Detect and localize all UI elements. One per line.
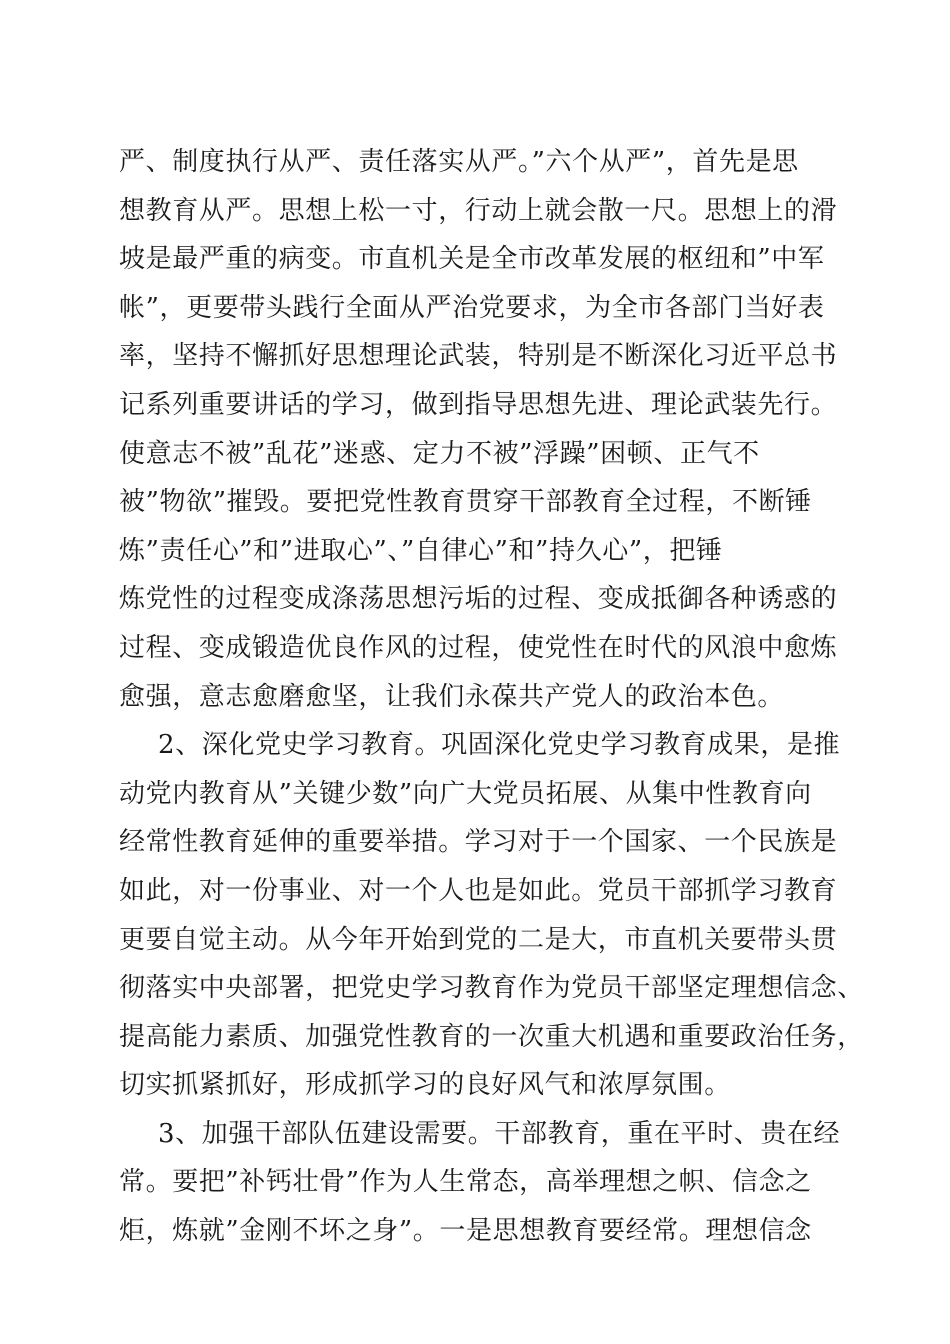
text-line: 帐”，更要带头践行全面从严治党要求，为全市各部门当好表 — [119, 292, 825, 323]
text-line: 经常性教育延伸的重要举措。学习对于一个国家、一个民族是 — [119, 827, 838, 858]
text-line: 使意志不被”乱花”迷惑、定力不被”浮躁”困顿、正气不 — [119, 438, 760, 469]
text-line: 切实抓紧抓好，形成抓学习的良好风气和浓厚氛围。 — [119, 1070, 731, 1101]
text-line: 提高能力素质、加强党性教育的一次重大机遇和重要政治任务， — [119, 1021, 864, 1052]
text-line: 率，坚持不懈抓好思想理论武装，特别是不断深化习近平总书 — [119, 341, 838, 372]
paragraph-2-heading-line: 2、深化党史学习教育。巩固深化党史学习教育成果，是推 — [158, 730, 841, 761]
text-line: 想教育从严。思想上松一寸，行动上就会散一尺。思想上的滑 — [119, 195, 838, 226]
text-line: 炼党性的过程变成涤荡思想污垢的过程、变成抵御各种诱惑的 — [119, 584, 838, 615]
text-line: 记系列重要讲话的学习，做到指导思想先进、理论武装先行。 — [119, 389, 838, 420]
text-line: 严、制度执行从严、责任落实从严。”六个从严”，首先是思 — [119, 147, 799, 177]
text-line: 愈强，意志愈磨愈坚，让我们永葆共产党人的政治本色。 — [119, 681, 785, 712]
text-line: 被”物欲”摧毁。要把党性教育贯穿干部教育全过程，不断锤 — [119, 487, 812, 518]
text-line: 彻落实中央部署，把党史学习教育作为党员干部坚定理想信念、 — [119, 973, 864, 1004]
text-line: 炬，炼就”金刚不坏之身”。一是思想教育要经常。理想信念 — [119, 1216, 812, 1247]
text-line: 过程、变成锻造优良作风的过程，使党性在时代的风浪中愈炼 — [119, 632, 838, 663]
text-line: 炼”责任心”和”进取心”、”自律心”和”持久心”，把锤 — [119, 535, 723, 566]
text-line: 动党内教育从”关键少数”向广大党员拓展、从集中性教育向 — [119, 778, 812, 809]
paragraph-3-heading-line: 3、加强干部队伍建设需要。干部教育，重在平时、贵在经 — [158, 1118, 841, 1149]
document-body — [119, 138, 864, 1256]
text-line: 坡是最严重的病变。市直机关是全市改革发展的枢纽和”中军 — [119, 244, 825, 275]
text-line: 常。要把”补钙壮骨”作为人生常态，高举理想之帜、信念之 — [119, 1167, 812, 1198]
text-line: 如此，对一份事业、对一个人也是如此。党员干部抓学习教育 — [119, 875, 838, 906]
text-line: 更要自觉主动。从今年开始到党的二是大，市直机关要带头贯 — [119, 924, 838, 955]
